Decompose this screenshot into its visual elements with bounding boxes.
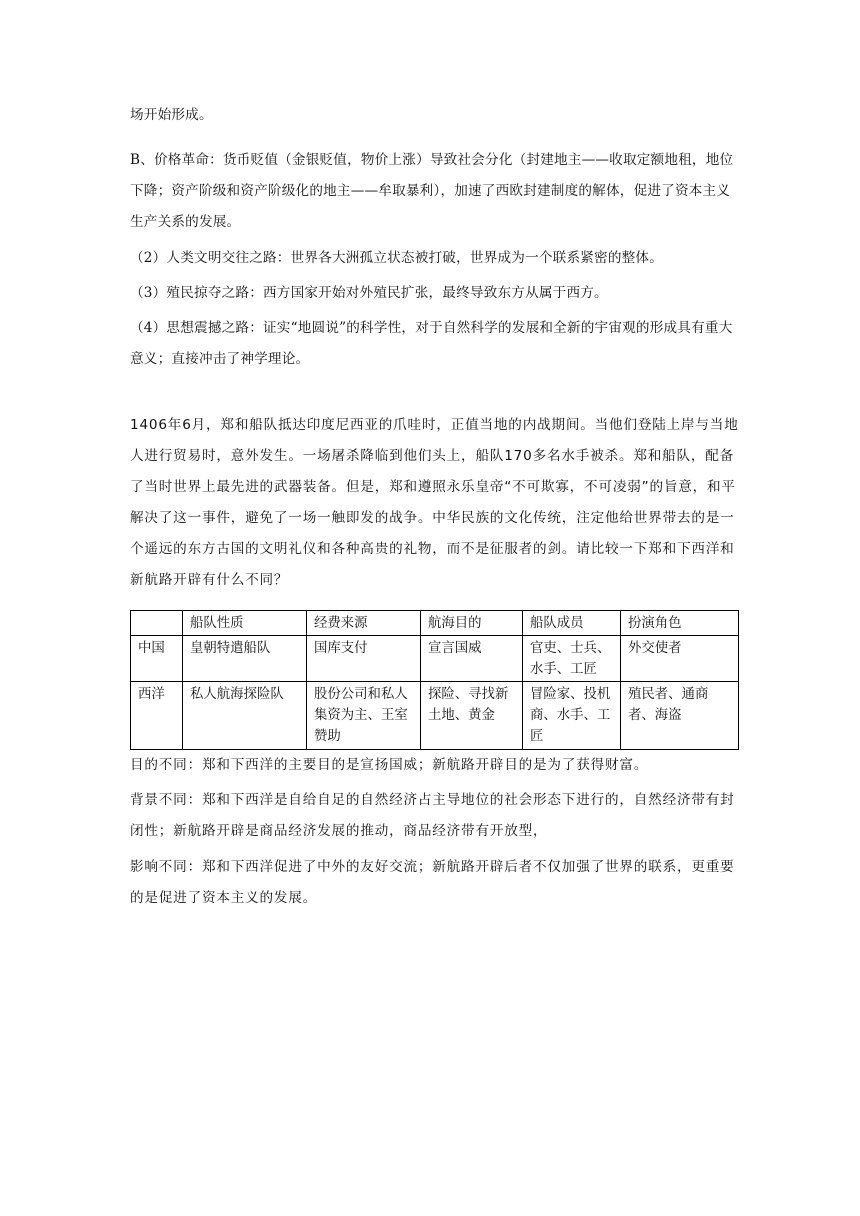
table-cell: 冒险家、投机商、水手、工匠 [523,682,621,750]
table-cell: 官吏、士兵、水手、工匠 [523,636,621,682]
paragraph-civilization-road: （2）人类文明交往之路：世界各大洲孤立状态被打破，世界成为一个联系紧密的整体。 [130,250,664,266]
table-cell: 宣言国威 [421,636,523,682]
table-cell: 西洋 [131,682,183,750]
table-header-cell: 船队性质 [183,611,307,636]
table-header-cell: 经费来源 [307,611,421,636]
table-cell: 外交使者 [621,636,739,682]
table-cell: 私人航海探险队 [183,682,307,750]
table-cell: 探险、寻找新土地、黄金 [421,682,523,750]
table-cell: 皇朝特遣船队 [183,636,307,682]
answer-impact: 影响不同：郑和下西洋促进了中外的友好交流；新航路开辟后者不仅加强了世界的联系，更重要的是促进了资本主义的发展。 [130,859,735,906]
table-header-cell: 船队成员 [523,611,621,636]
answer-background: 背景不同：郑和下西洋是自给自足的自然经济占主导地位的社会形态下进行的，自然经济带有封闭性；新航路开辟是商品经济发展的推动，商品经济带有开放型， [130,792,735,839]
table-header-row [131,611,739,636]
paragraph-continuation: 场开始形成。 [130,107,213,123]
passage-zheng-he: 1406年6月，郑和船队抵达印度尼西亚的爪哇时，正值当地的内战期间。当他们登陆上岸与当地人进行贸易时，意外发生。一场屠杀降临到他们头上，船队170多名水手被杀。郑和船队，配备了当时世界上最先进的武器装备。但是，郑和遵照永乐皇帝“不可欺寡，不可凌弱”的旨意，和平解决了这一事件，避免了一场一触即发的战争。中华民族的文化传统，注定他给世界带去的是一个遥远的东方古国的文明礼仪和各种高贵的礼物，而不是征服者的剑。请比较一下郑和下西洋和新航路开辟有什么不同？ [130,417,739,588]
comparison-table [130,610,739,750]
answer-purpose: 目的不同：郑和下西洋的主要目的是宣扬国威；新航路开辟目的是为了获得财富。 [130,757,649,773]
table-header-cell: 扮演角色 [621,611,739,636]
paragraph-thought-road: （4）思想震撼之路：证实“地圆说”的科学性，对于自然科学的发展和全新的宇宙观的形成具有重大意义；直接冲击了神学理论。 [130,320,733,367]
table-cell: 国库支付 [307,636,421,682]
paragraph-colonial-road: （3）殖民掠夺之路：西方国家开始对外殖民扩张，最终导致东方从属于西方。 [130,285,608,301]
table-cell: 股份公司和私人集资为主、王室赞助 [307,682,421,750]
table-cell: 殖民者、通商者、海盗 [621,682,739,750]
table-header-cell: 航海目的 [421,611,523,636]
table-cell: 中国 [131,636,183,682]
table-row [131,636,739,682]
table-row [131,682,739,750]
paragraph-price-revolution: B、价格革命：货币贬值（金银贬值，物价上涨）导致社会分化（封建地主——收取定额地租，地位下降；资产阶级和资产阶级化的地主——牟取暴利），加速了西欧封建制度的解体，促进了资本主义生产关系的发展。 [130,152,734,230]
table-header-cell [131,611,183,636]
